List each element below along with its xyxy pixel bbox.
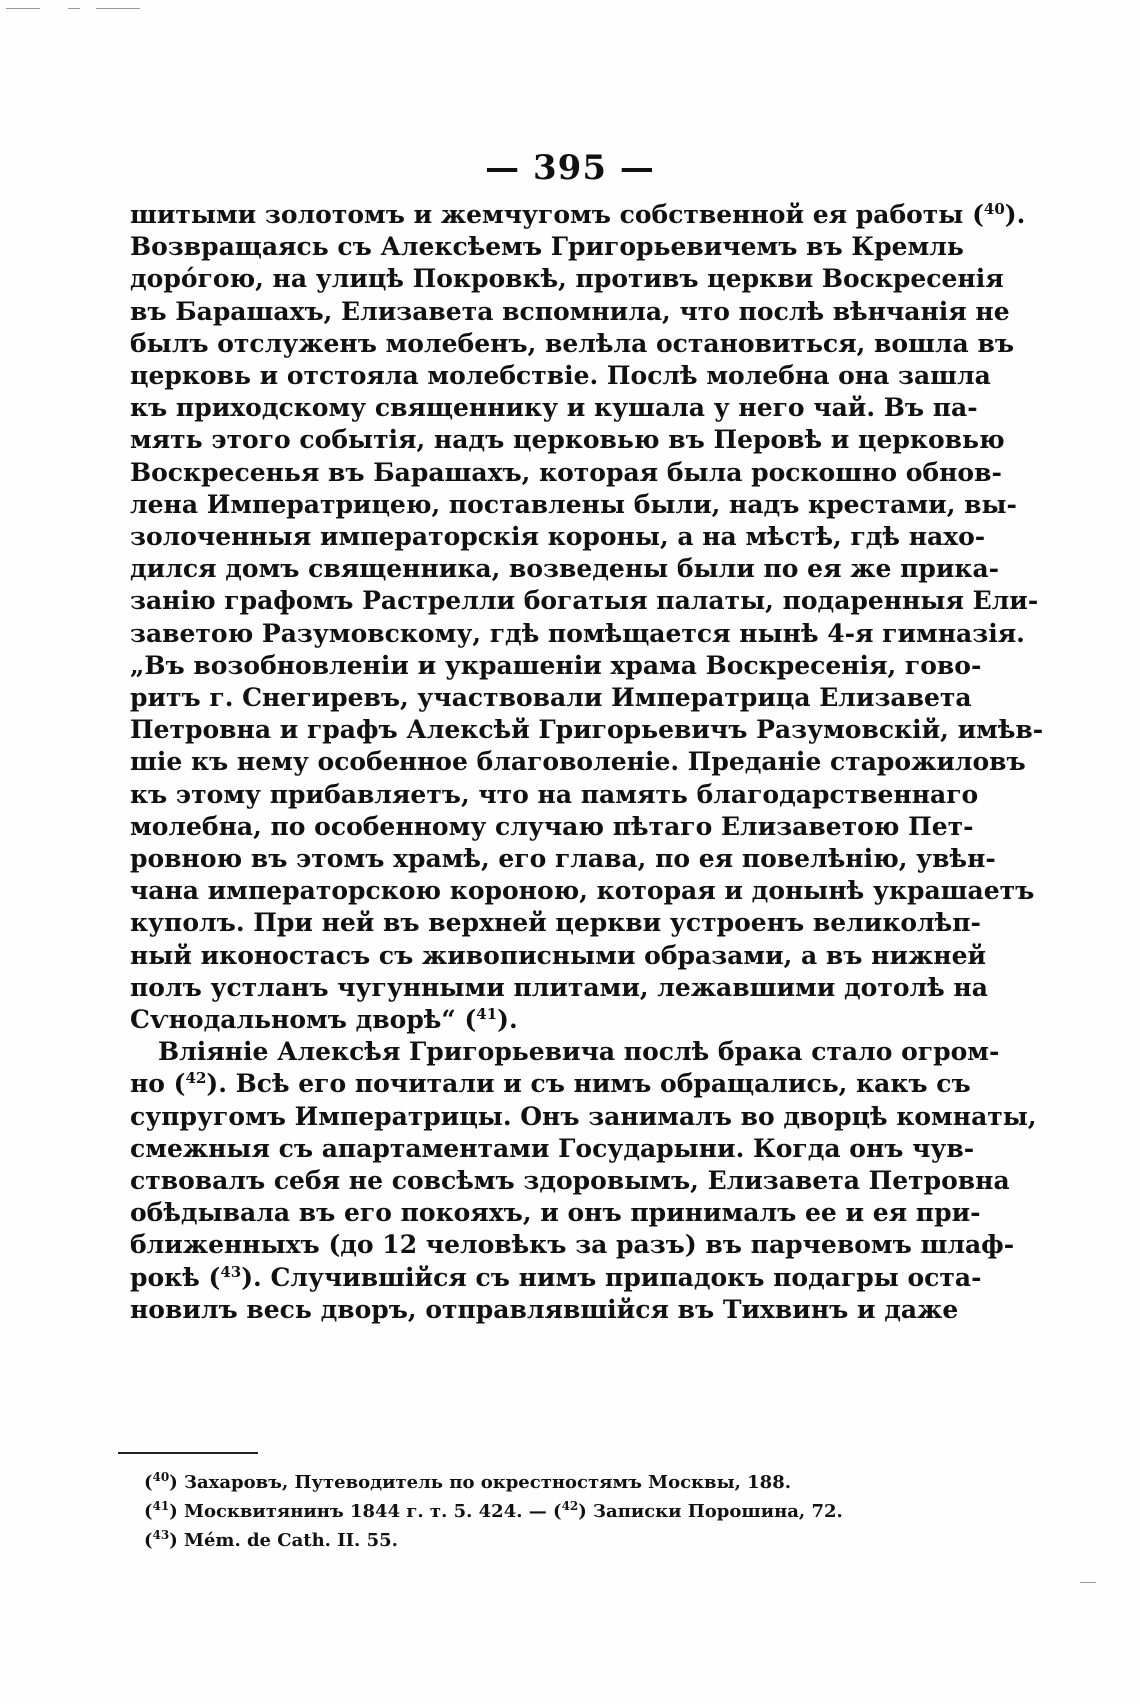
text-line: „Въ возобновленіи и украшеніи храма Воскресенія, гово- <box>130 650 982 680</box>
text-line: ритъ г. Снегиревъ, участвовали Императрица Елизавета <box>130 683 972 712</box>
text-line: супругомъ Императрицы. Онъ занималъ во дворцѣ комнаты, <box>130 1101 1037 1131</box>
text-line: золоченныя императорскія короны, а на мѣстѣ, гдѣ нахо- <box>130 522 986 551</box>
footnote: ($^{41}$) Москвитянинъ 1844 г. т. 5. 424. — ($^{42}$) Записки Порошина, 72. <box>144 1499 843 1522</box>
text-line: обѣдывала въ его покояхъ, и онъ принималъ ее и ея при- <box>130 1198 981 1228</box>
text-line: ближенныхъ (до 12 человѣкъ за разъ) въ парчевомъ шлаф- <box>130 1230 1015 1260</box>
text-line: ровною въ этомъ храмѣ, его глава, по ея повелѣнію, увѣн- <box>130 844 996 873</box>
text-line: дился домъ священника, возведены были по ея же прика- <box>130 554 1000 584</box>
text-line: чана императорскою короною, которая и донынѣ украшаетъ <box>130 876 1035 906</box>
scan-artifact <box>1080 1582 1096 1583</box>
text-line: церковь и отстояла молебствіе. Послѣ молебна она зашла <box>130 361 991 390</box>
footnote: ($^{40}$) Захаровъ, Путеводитель по окрестностямъ Москвы, 188. <box>144 1470 791 1493</box>
text-line: шитыми золотомъ и жемчугомъ собственной ея работы ($^{40}$). <box>130 200 1026 229</box>
text-line: Воскресенья въ Барашахъ, которая была роскошно обнов- <box>130 457 1002 487</box>
text-line: къ этому прибавляетъ, что на память благодарственнаго <box>130 779 979 809</box>
footnote: ($^{43}$) Mém. de Cath. II. 55. <box>144 1528 398 1551</box>
text-line: рокѣ ($^{43}$). Случившійся съ нимъ припадокъ подагры оста- <box>130 1262 982 1292</box>
text-line: заветою Разумовскому, гдѣ помѣщается нынѣ 4-я гимназія. <box>130 618 1025 648</box>
text-line: ный иконостасъ съ живописными образами, а въ нижней <box>130 940 987 970</box>
text-line: Возвращаясь съ Алексѣемъ Григорьевичемъ въ Кремль <box>130 232 964 262</box>
text-line: къ приходскому священнику и кушала у него чай. Въ па- <box>130 393 978 423</box>
text-line: былъ отслуженъ молебенъ, велѣла остановиться, вошла въ <box>130 328 1015 358</box>
text-line: шіе къ нему особенное благоволеніе. Преданіе старожиловъ <box>130 747 1026 777</box>
page-number: — 395 — <box>485 148 655 188</box>
text-line: ствовалъ себя не совсѣмъ здоровымъ, Елизавета Петровна <box>130 1166 1010 1195</box>
text-line: Вліяніе Алексѣя Григорьевича послѣ брака стало огром- <box>158 1037 1000 1067</box>
text-line: куполъ. При ней въ верхней церкви устроенъ великолѣп- <box>130 908 981 938</box>
text-line: мять этого событія, надъ церковью въ Перовѣ и церковью <box>130 425 1005 455</box>
text-line: но ($^{42}$). Всѣ его почитали и съ нимъ обращались, какъ съ <box>130 1069 971 1099</box>
scan-artifact <box>6 8 40 9</box>
text-line: смежныя съ апартаментами Государыни. Когда онъ чув- <box>130 1133 975 1163</box>
scan-artifact <box>68 8 80 9</box>
text-line: новилъ весь дворъ, отправлявшійся въ Тихвинъ и даже <box>130 1294 959 1324</box>
footnote-rule <box>118 1452 258 1454</box>
text-line: въ Барашахъ, Елизавета вспомнила, что послѣ вѣнчанія не <box>130 296 1010 326</box>
text-line: занію графомъ Растрелли богатыя палаты, подаренныя Ели- <box>130 586 1039 616</box>
text-line: дорóгою, на улицѣ Покровкѣ, противъ церкви Воскресенія <box>130 264 1004 294</box>
text-line: лена Императрицею, поставлены были, надъ крестами, вы- <box>130 489 1017 519</box>
scan-artifact <box>96 8 140 9</box>
text-line: молебна, по особенному случаю пѣтаго Елизаветою Пет- <box>130 811 974 841</box>
text-line: Сѵнодальномъ дворѣ“ ($^{41}$). <box>130 1005 518 1034</box>
text-line: Петровна и графъ Алексѣй Григорьевичъ Разумовскій, имѣв- <box>130 715 1044 745</box>
text-line: полъ устланъ чугунными плитами, лежавшими дотолѣ на <box>130 972 988 1002</box>
